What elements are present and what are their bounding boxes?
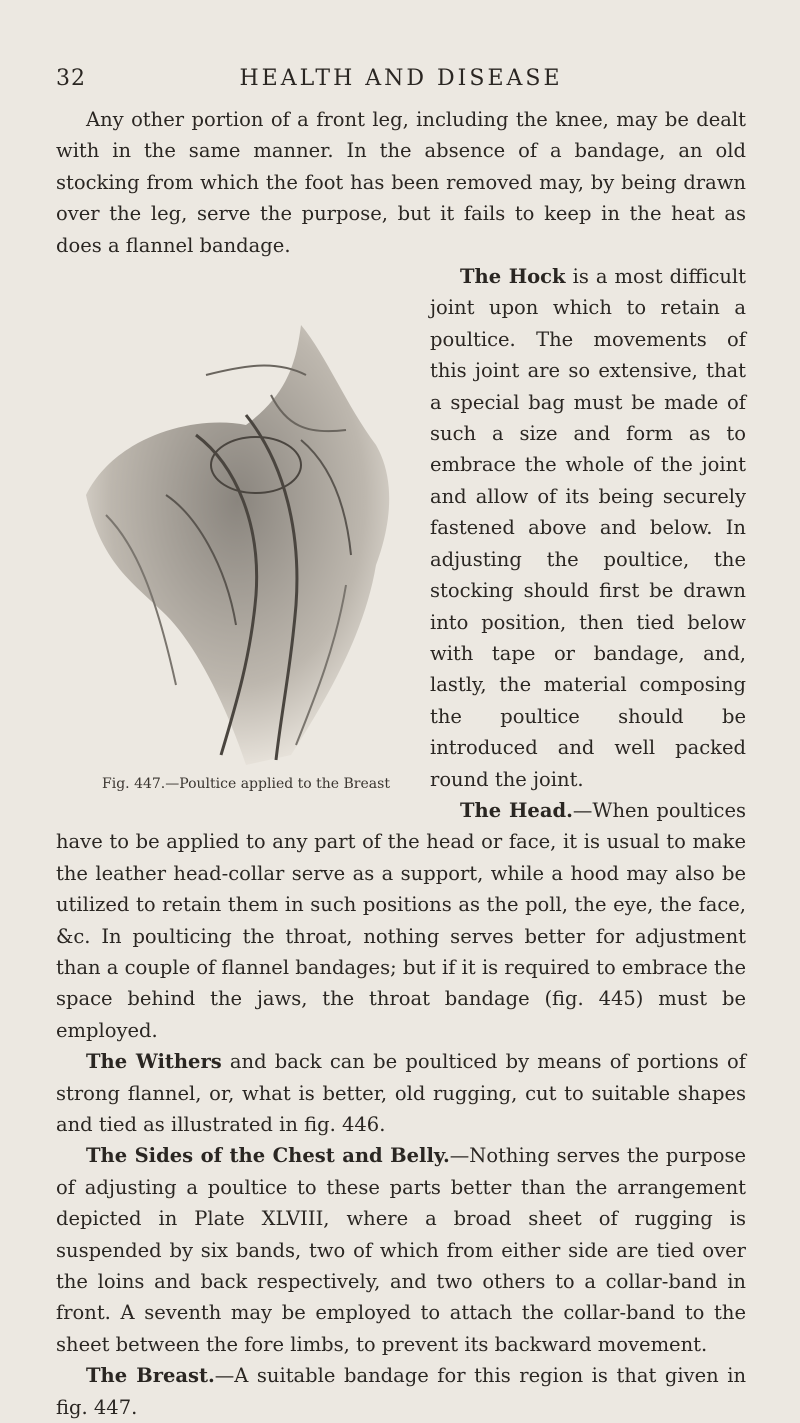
- figure-caption: Fig. 447.—Poultice applied to the Breast: [102, 776, 390, 793]
- page-header: [56, 66, 746, 96]
- paragraph-chest-belly: The Sides of the Chest and Belly.—Nothing serves the purpose of adjusting a poultice to these parts better than the arrangement depicted in Plate XLVIII, where a broad sheet of rugging is suspended by six bands, two of which from either side are tied over the loins and back respectively, and two others to a collar-band in front. A seventh may be employed to attach the collar-band to the sheet between the fore limbs, to prevent its backward movement.: [56, 1144, 746, 1356]
- paragraph-withers: The Withers and back can be poulticed by means of portions of strong flannel, or, what is better, old rugging, cut to suitable shapes and tied as illustrated in fig. 446.: [56, 1050, 746, 1136]
- figure-breast-poultice: [46, 265, 416, 803]
- paragraph-breast: The Breast.—A suitable bandage for this region is that given in fig. 447.: [56, 1364, 746, 1419]
- horse-breast-illustration: [46, 265, 416, 803]
- body-text: [56, 104, 746, 1423]
- paragraph-head: The Head.—When poultices have to be applied to any part of the head or face, it is usual to make the leather head-collar serve as a support, while a hood may also be utilized to retain them in such positions as the poll, the eye, the face, &c. In poulticing the throat, nothing serves better for adjustment than a couple of flannel bandages; but if it is required to embrace the space behind the jaws, the throat bandage (fig. 445) must be employed.: [56, 798, 746, 1042]
- paragraph-hock: Fig. 447.—Poultice applied to the Breast The Hock is a most difficult joint upon which to retain a poultice. The movements of this joint are so extensive, that a special bag must be made of such a size and form as to embrace the whole of the joint and allow of its being securely fastened above and below. In adjusting the poultice, the stocking should first be drawn into position, then tied below with tape or bandage, and, lastly, the material composing the poultice should be introduced and well packed round the joint.: [56, 261, 746, 795]
- running-head: HEALTH AND DISEASE: [239, 66, 563, 91]
- page-number: 32: [56, 66, 86, 91]
- paragraph-front-leg: Any other portion of a front leg, including the knee, may be dealt with in the same manner. In the absence of a bandage, an old stocking from which the foot has been removed may, by being drawn over the leg, serve the purpose, but it fails to keep in the heat as does a flannel bandage.: [56, 108, 746, 257]
